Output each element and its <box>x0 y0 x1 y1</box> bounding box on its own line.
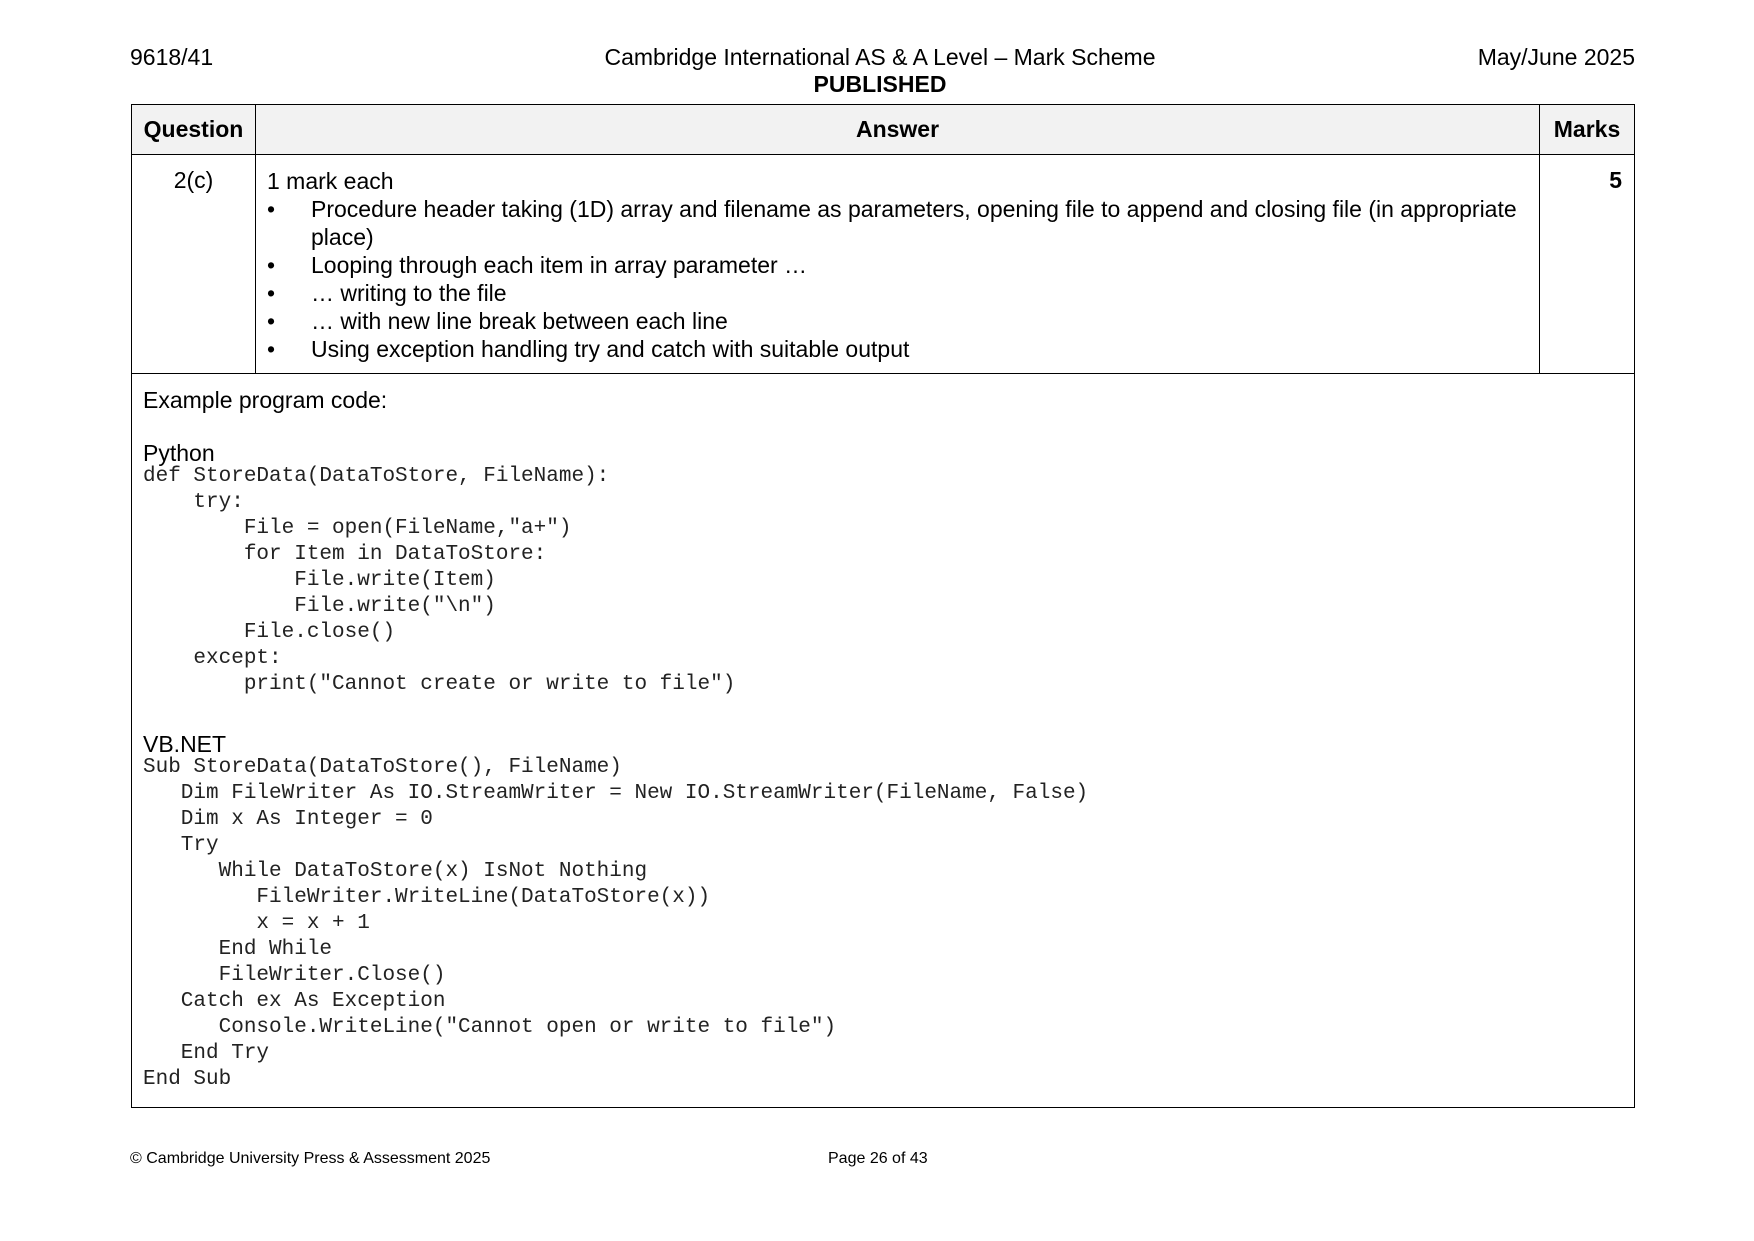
code-line: try: <box>143 491 244 514</box>
code-line: File.close() <box>143 621 396 644</box>
vbnet-label: VB.NET <box>143 731 227 757</box>
example-code-row <box>132 374 1635 1108</box>
mark-scheme-table <box>131 104 1635 1108</box>
marking-point: • Procedure header taking (1D) array and filename as parameters, opening file to append and closing file (in appropriate place) <box>267 195 1529 251</box>
code-line: Dim x As Integer = 0 <box>143 808 433 831</box>
paper-code: 9618/41 <box>130 44 214 70</box>
code-line: Catch ex As Exception <box>143 990 446 1013</box>
answer-cell <box>256 155 1540 374</box>
code-line: File = open(FileName,"a+") <box>143 517 572 540</box>
example-code-cell <box>132 374 1635 1108</box>
vbnet-code-block <box>143 755 1624 1093</box>
code-line: Console.WriteLine("Cannot open or write to file") <box>143 1016 837 1039</box>
marks-value: 5 <box>1540 155 1635 374</box>
code-line: print("Cannot create or write to file") <box>143 673 736 696</box>
column-header-answer: Answer <box>256 105 1540 155</box>
question-number: 2(c) <box>132 155 256 374</box>
python-label: Python <box>143 440 215 466</box>
column-header-marks: Marks <box>1540 105 1635 155</box>
document-title: Cambridge International AS & A Level – Mark Scheme <box>604 44 1156 70</box>
code-line: Sub StoreData(DataToStore(), FileName) <box>143 756 622 779</box>
code-line: Try <box>143 834 219 857</box>
code-line: End Sub <box>143 1068 232 1091</box>
code-line: File.write("\n") <box>143 595 496 618</box>
code-line: x = x + 1 <box>143 912 370 935</box>
code-line: except: <box>143 647 282 670</box>
column-header-question: Question <box>132 105 256 155</box>
python-code-block <box>143 464 1624 698</box>
code-line: FileWriter.WriteLine(DataToStore(x)) <box>143 886 711 909</box>
code-line: for Item in DataToStore: <box>143 543 547 566</box>
code-line: FileWriter.Close() <box>143 964 446 987</box>
table-row <box>132 155 1635 374</box>
marking-point: • … writing to the file <box>267 279 1529 307</box>
copyright-notice: © Cambridge University Press & Assessment 2025 <box>130 1150 491 1167</box>
exam-session: May/June 2025 <box>1477 44 1635 70</box>
code-line: File.write(Item) <box>143 569 496 592</box>
published-status: PUBLISHED <box>813 71 947 97</box>
page-number: Page 26 of 43 <box>828 1150 928 1167</box>
marking-point: • Using exception handling try and catch with suitable output <box>267 335 1529 363</box>
marking-points-list <box>267 195 1529 363</box>
code-line: Dim FileWriter As IO.StreamWriter = New IO.StreamWriter(FileName, False) <box>143 782 1089 805</box>
marking-point: • Looping through each item in array parameter … <box>267 251 1529 279</box>
code-line: End Try <box>143 1042 270 1065</box>
code-line: def StoreData(DataToStore, FileName): <box>143 465 610 488</box>
code-line: While DataToStore(x) IsNot Nothing <box>143 860 648 883</box>
example-title: Example program code: <box>143 387 388 413</box>
marking-point: • … with new line break between each line <box>267 307 1529 335</box>
answer-intro: 1 mark each <box>267 168 394 194</box>
table-header-row <box>132 105 1635 155</box>
code-line: End While <box>143 938 333 961</box>
